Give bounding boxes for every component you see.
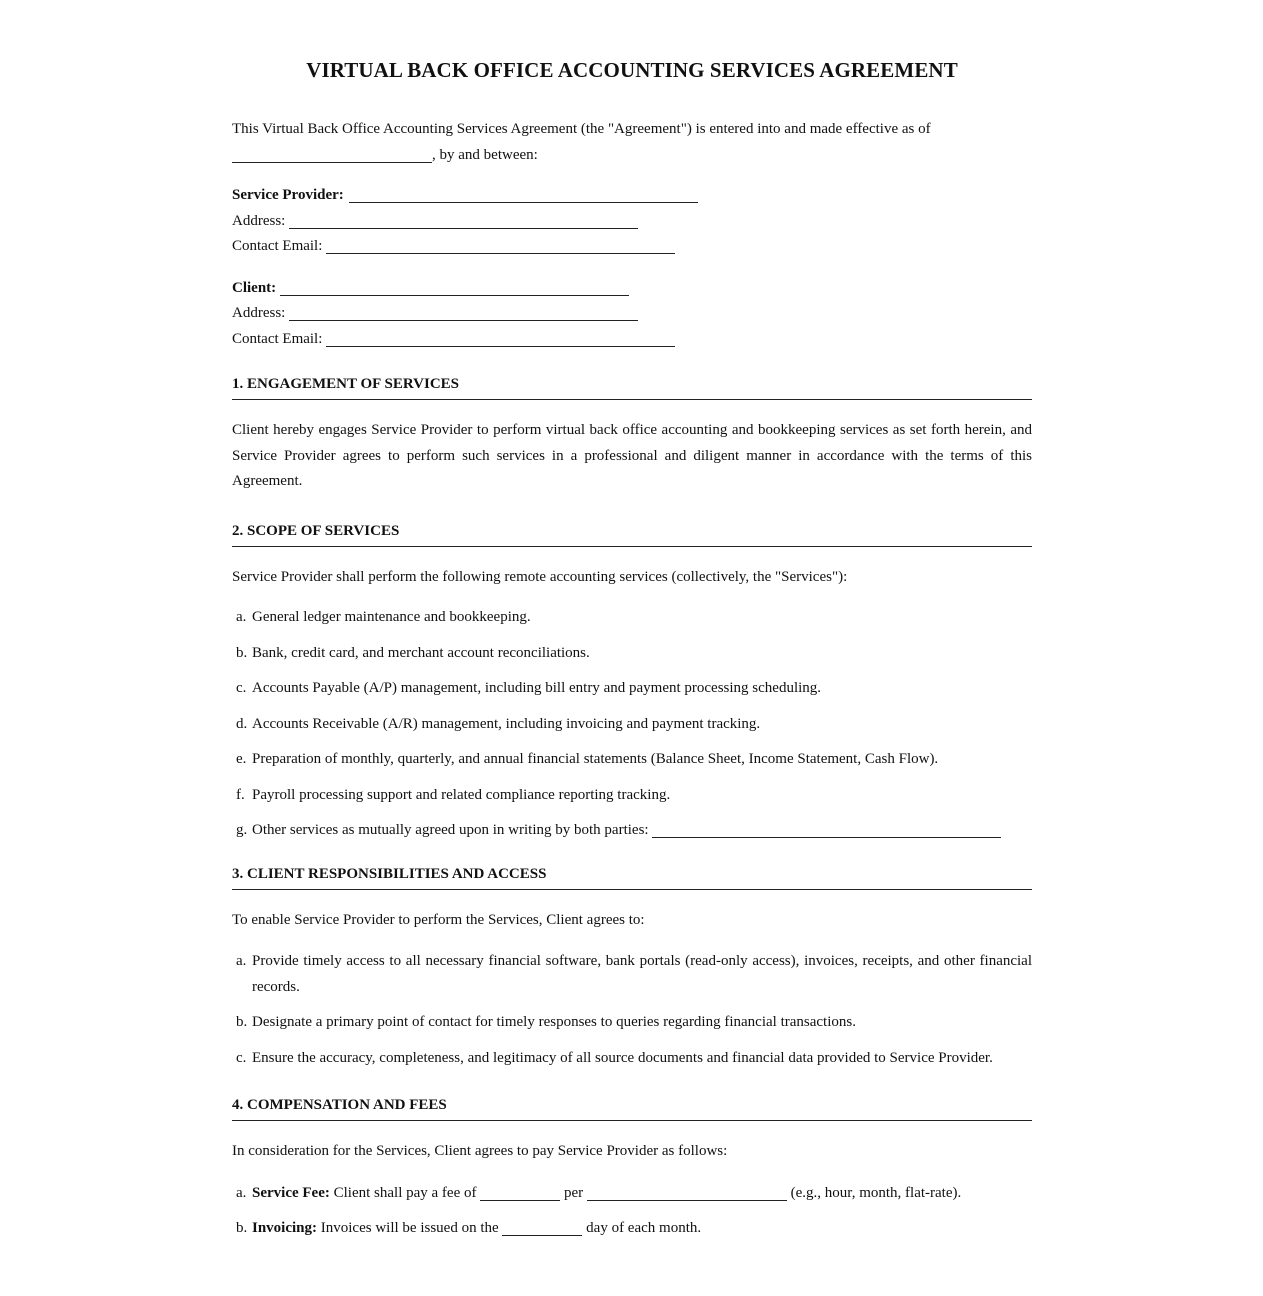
client-email-blank[interactable] <box>326 330 675 347</box>
client-email-label: Contact Email: <box>232 330 323 347</box>
list-item-text: General ledger maintenance and bookkeeping. <box>252 609 531 625</box>
provider-email-blank[interactable] <box>326 237 675 254</box>
section-3-list <box>232 949 1032 1071</box>
list-item-service-fee <box>232 1181 1032 1207</box>
invoice-day-blank[interactable] <box>502 1219 582 1236</box>
document-title: VIRTUAL BACK OFFICE ACCOUNTING SERVICES AGREEMENT <box>306 58 958 82</box>
client-block <box>232 276 1032 353</box>
service-fee-text-2: per <box>564 1184 584 1201</box>
list-item-text: Accounts Payable (A/P) management, including bill entry and payment processing scheduling. <box>252 680 822 696</box>
list-item <box>232 1010 1032 1036</box>
client-address-line <box>232 301 1032 327</box>
list-item <box>232 747 1032 773</box>
list-marker: c. <box>236 1049 247 1066</box>
client-address-blank[interactable] <box>289 304 638 321</box>
provider-address-label: Address: <box>232 212 286 229</box>
section-4-heading: 4. COMPENSATION AND FEES <box>232 1097 1032 1121</box>
list-marker: g. <box>236 822 248 838</box>
provider-label: Service Provider: <box>232 187 344 203</box>
provider-email-line <box>232 234 1032 260</box>
service-fee-text-3: (e.g., hour, month, flat-rate). <box>790 1184 962 1201</box>
invoicing-label: Invoicing: <box>252 1220 318 1236</box>
list-item <box>232 676 1032 702</box>
list-item-text: Preparation of monthly, quarterly, and annual financial statements (Balance Sheet, Income Statement, Cash Flow). <box>252 751 939 767</box>
list-marker: a. <box>236 953 247 969</box>
service-fee-text-1: Client shall pay a fee of <box>333 1184 477 1201</box>
list-marker: b. <box>236 644 248 661</box>
provider-name-blank[interactable] <box>349 186 698 203</box>
provider-address-blank[interactable] <box>289 212 638 229</box>
list-item-text: Designate a primary point of contact for timely responses to queries regarding financial transactions. <box>252 1014 856 1030</box>
list-item-text: Payroll processing support and related compliance reporting tracking. <box>252 786 671 803</box>
section-1-heading: 1. ENGAGEMENT OF SERVICES <box>232 376 1032 400</box>
intro-text: This Virtual Back Office Accounting Services Agreement (the "Agreement") is entered into and made effective as of <box>232 121 931 137</box>
list-item-text: Other services as mutually agreed upon in writing by both parties: <box>252 822 649 838</box>
service-provider-block <box>232 183 1032 260</box>
section-3-lead: To enable Service Provider to perform the Services, Client agrees to: <box>232 911 645 928</box>
list-marker: c. <box>236 680 247 696</box>
service-fee-label: Service Fee: <box>252 1184 330 1201</box>
client-name-blank[interactable] <box>280 279 629 296</box>
list-item <box>232 712 1032 738</box>
section-4-lead: In consideration for the Services, Client agrees to pay Service Provider as follows: <box>232 1143 728 1159</box>
list-item-text: Accounts Receivable (A/R) management, including invoicing and payment tracking. <box>252 715 761 732</box>
section-4-list <box>232 1181 1032 1242</box>
other-services-blank[interactable] <box>652 821 1001 838</box>
intro-text-end: , by and between: <box>432 147 538 163</box>
section-1-body: Client hereby engages Service Provider to perform virtual back office accounting and bookkeeping services as set forth herein, and Service Provider agrees to perform such services in a professional and diligent manner in accordance with the terms of this Agreement. <box>232 422 1032 489</box>
list-item <box>232 949 1032 1000</box>
list-item <box>232 641 1032 667</box>
section-3-heading: 3. CLIENT RESPONSIBILITIES AND ACCESS <box>232 866 1032 890</box>
intro-paragraph <box>232 116 1032 168</box>
client-address-label: Address: <box>232 305 286 321</box>
effective-date-blank[interactable] <box>232 146 432 163</box>
section-2-lead: Service Provider shall perform the following remote accounting services (collectively, the "Services"): <box>232 568 848 585</box>
list-item-text: Provide timely access to all necessary financial software, bank portals (read-only access), invoices, receipts, and other financial records. <box>252 953 1032 995</box>
list-marker: a. <box>236 1184 247 1201</box>
list-item <box>232 818 1032 844</box>
list-marker: e. <box>236 751 247 767</box>
fee-amount-blank[interactable] <box>480 1184 560 1201</box>
list-marker: b. <box>236 1220 248 1236</box>
section-2-list <box>232 605 1032 844</box>
list-item-text: Ensure the accuracy, completeness, and legitimacy of all source documents and financial data provided to Service Provider. <box>252 1049 993 1066</box>
list-marker: d. <box>236 715 248 732</box>
provider-name-line <box>232 183 1032 209</box>
fee-period-blank[interactable] <box>587 1184 787 1201</box>
list-item <box>232 605 1032 631</box>
provider-email-label: Contact Email: <box>232 238 323 254</box>
list-item <box>232 783 1032 809</box>
provider-address-line <box>232 209 1032 235</box>
list-item <box>232 1046 1032 1072</box>
list-item-invoicing <box>232 1216 1032 1242</box>
list-marker: f. <box>236 786 245 803</box>
list-item-text: Bank, credit card, and merchant account reconciliations. <box>252 644 590 661</box>
list-marker: b. <box>236 1014 248 1030</box>
invoicing-text-2: day of each month. <box>586 1220 702 1236</box>
client-label: Client: <box>232 279 277 296</box>
list-marker: a. <box>236 609 247 625</box>
client-name-line <box>232 276 1032 302</box>
invoicing-text-1: Invoices will be issued on the <box>320 1220 499 1236</box>
agreement-page <box>232 0 1032 1242</box>
client-email-line <box>232 327 1032 353</box>
section-2-heading: 2. SCOPE OF SERVICES <box>232 523 1032 547</box>
